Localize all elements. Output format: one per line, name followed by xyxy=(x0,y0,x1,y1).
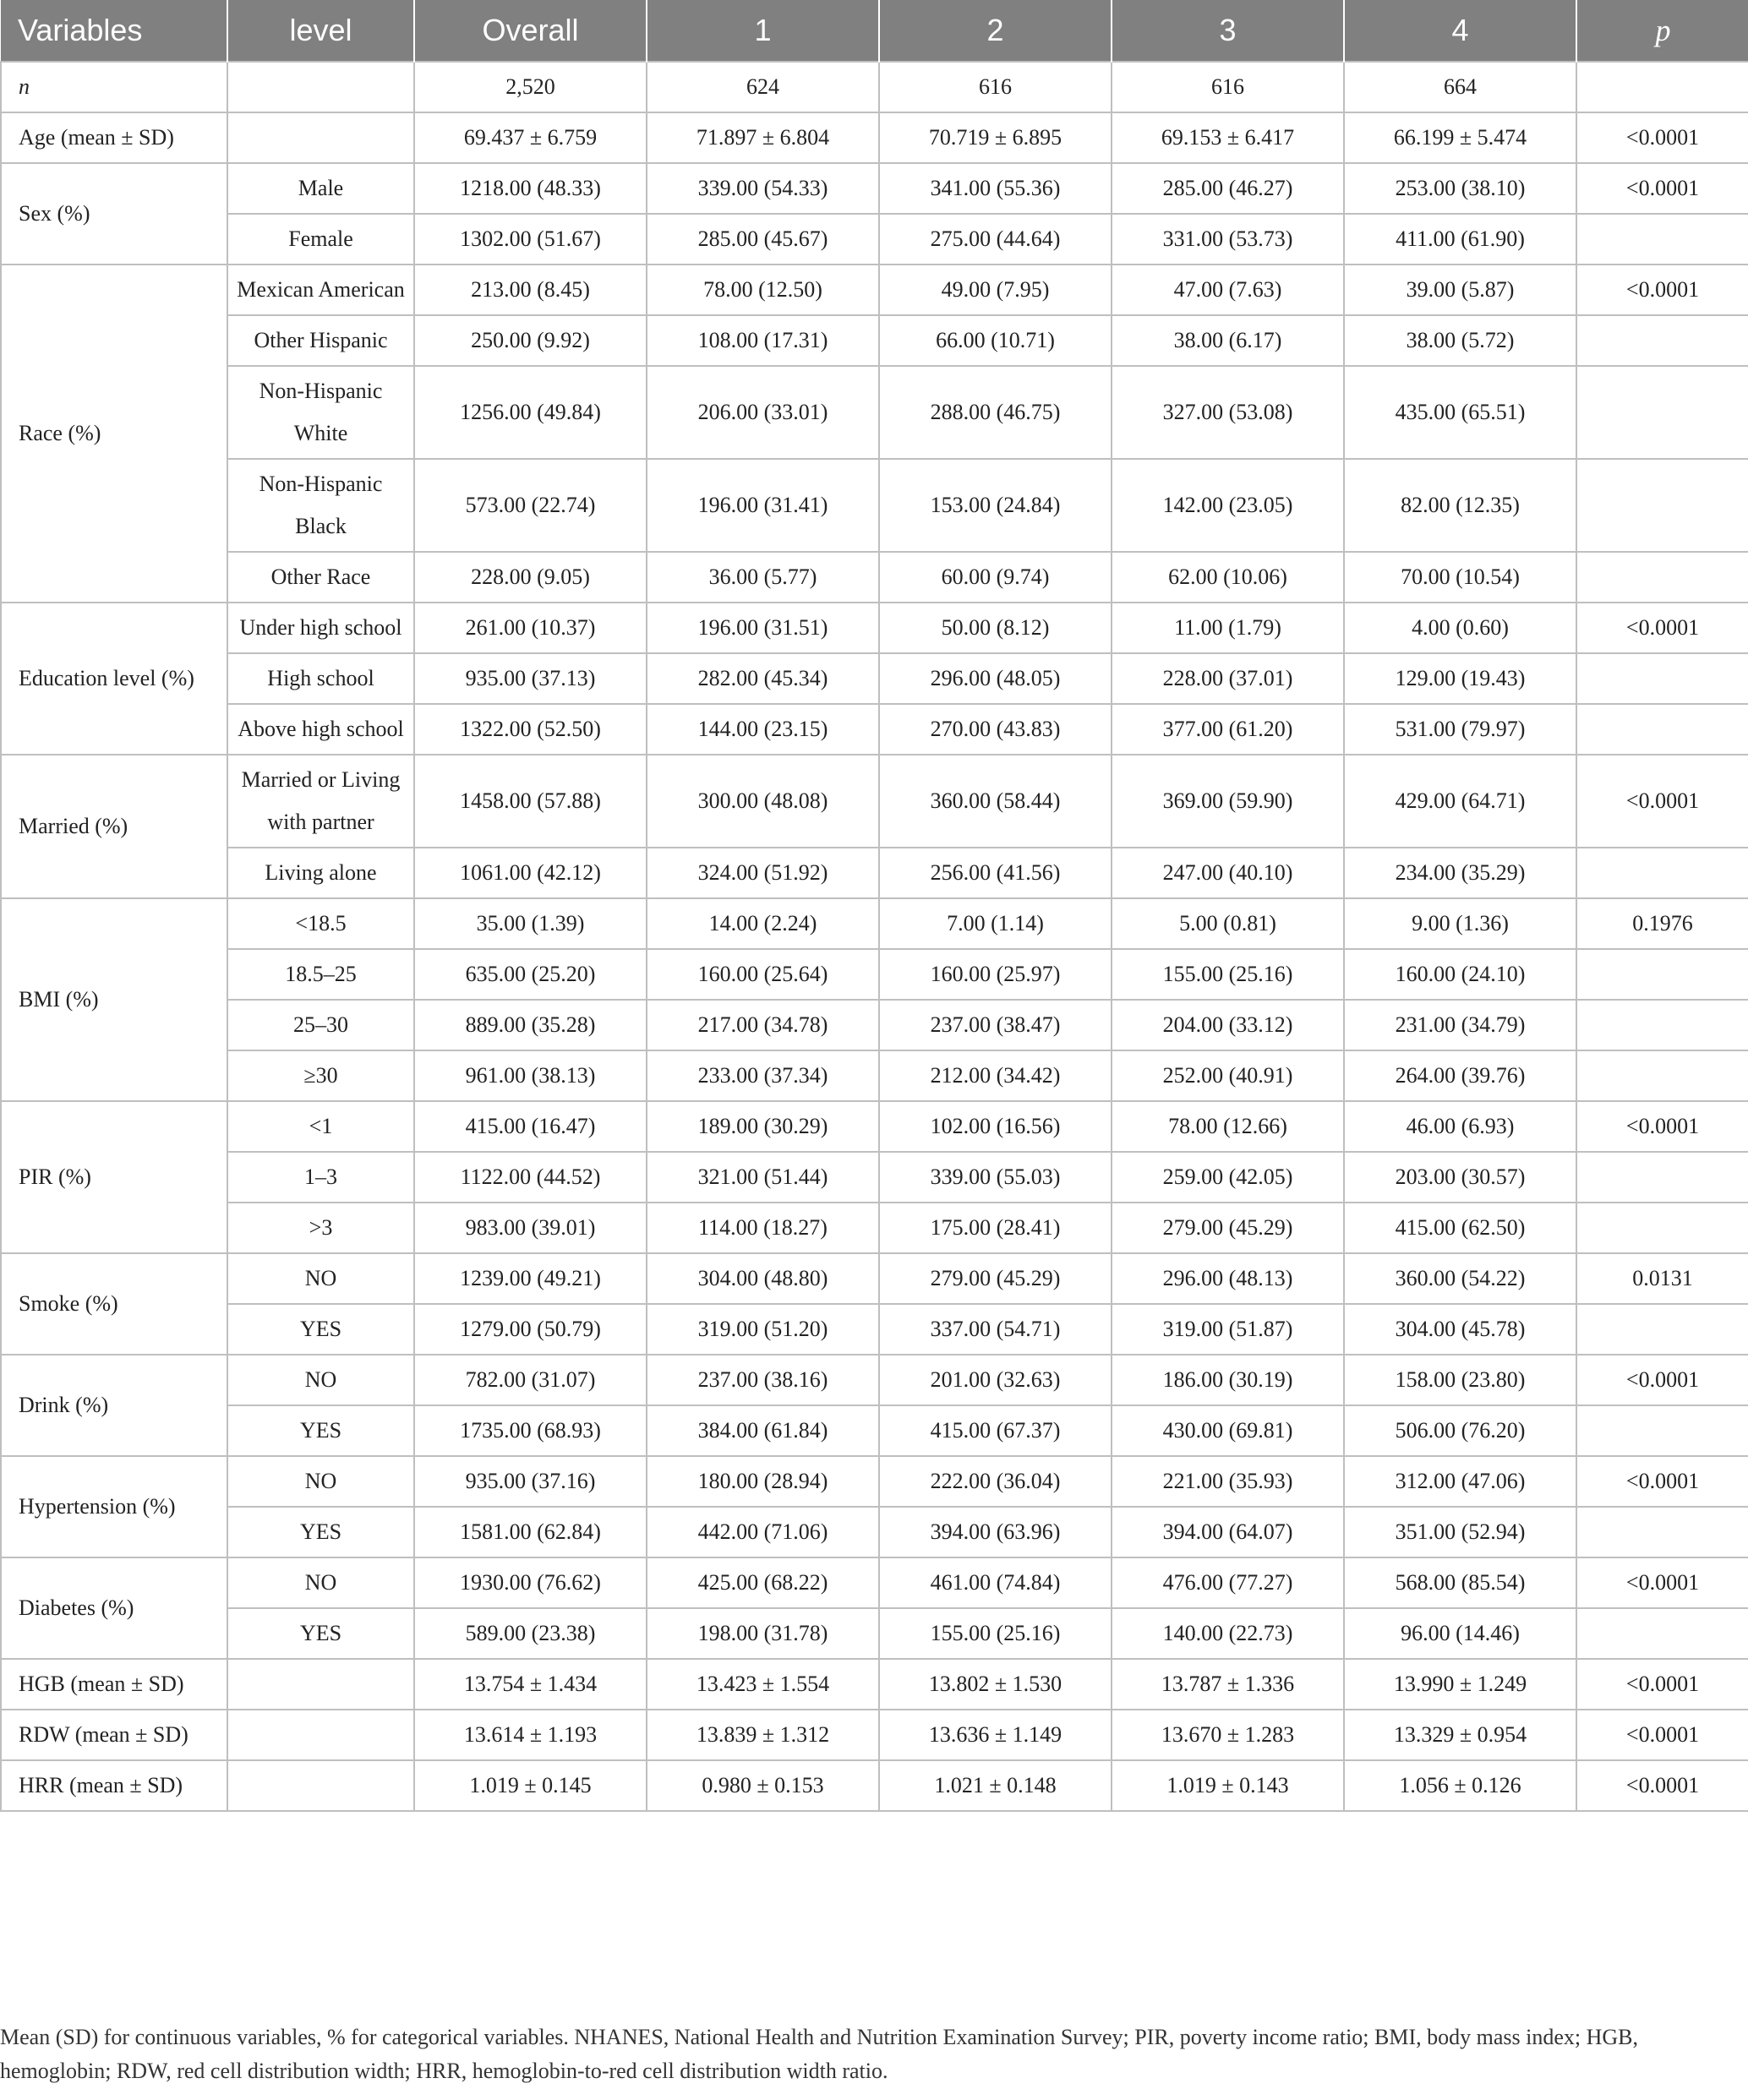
overall-cell: 935.00 (37.13) xyxy=(414,653,647,704)
level-cell: ≥30 xyxy=(227,1050,414,1101)
q3-cell: 140.00 (22.73) xyxy=(1112,1608,1344,1659)
q4-cell: 70.00 (10.54) xyxy=(1344,552,1576,603)
variable-label: Age (mean ± SD) xyxy=(1,112,227,163)
q3-cell: 1.019 ± 0.143 xyxy=(1112,1760,1344,1811)
table-row-education xyxy=(1,653,1748,704)
q2-cell: 60.00 (9.74) xyxy=(879,552,1112,603)
q1-cell: 36.00 (5.77) xyxy=(647,552,879,603)
p-cell xyxy=(1576,62,1748,112)
p-cell: <0.0001 xyxy=(1576,1101,1748,1152)
table-row-rdw xyxy=(1,1710,1748,1760)
q4-cell: 304.00 (45.78) xyxy=(1344,1304,1576,1355)
overall-cell: 69.437 ± 6.759 xyxy=(414,112,647,163)
p-cell xyxy=(1576,366,1748,459)
level-cell: Married or Living with partner xyxy=(227,755,414,848)
q4-cell: 411.00 (61.90) xyxy=(1344,214,1576,265)
table-row-education xyxy=(1,704,1748,755)
variable-label: n xyxy=(1,62,227,112)
q1-cell: 300.00 (48.08) xyxy=(647,755,879,848)
overall-cell: 1322.00 (52.50) xyxy=(414,704,647,755)
q3-cell: 394.00 (64.07) xyxy=(1112,1507,1344,1557)
p-cell: <0.0001 xyxy=(1576,755,1748,848)
q3-cell: 5.00 (0.81) xyxy=(1112,898,1344,949)
table-row-race xyxy=(1,552,1748,603)
q4-cell: 664 xyxy=(1344,62,1576,112)
level-cell: YES xyxy=(227,1507,414,1557)
overall-cell: 1930.00 (76.62) xyxy=(414,1557,647,1608)
q3-cell: 319.00 (51.87) xyxy=(1112,1304,1344,1355)
variable-label: Education level (%) xyxy=(1,603,227,755)
q4-cell: 312.00 (47.06) xyxy=(1344,1456,1576,1507)
p-cell: <0.0001 xyxy=(1576,1659,1748,1710)
q2-cell: 201.00 (32.63) xyxy=(879,1355,1112,1405)
q2-cell: 270.00 (43.83) xyxy=(879,704,1112,755)
header-quartile-4: 4 xyxy=(1344,0,1576,62)
q2-cell: 415.00 (67.37) xyxy=(879,1405,1112,1456)
overall-cell: 782.00 (31.07) xyxy=(414,1355,647,1405)
level-cell: 25–30 xyxy=(227,1000,414,1050)
level-cell: YES xyxy=(227,1405,414,1456)
q3-cell: 252.00 (40.91) xyxy=(1112,1050,1344,1101)
q1-cell: 304.00 (48.80) xyxy=(647,1253,879,1304)
overall-cell: 573.00 (22.74) xyxy=(414,459,647,552)
p-cell: <0.0001 xyxy=(1576,1557,1748,1608)
q3-cell: 13.670 ± 1.283 xyxy=(1112,1710,1344,1760)
q2-cell: 256.00 (41.56) xyxy=(879,848,1112,898)
overall-cell: 250.00 (9.92) xyxy=(414,315,647,366)
overall-cell: 1.019 ± 0.145 xyxy=(414,1760,647,1811)
variable-label: Married (%) xyxy=(1,755,227,898)
q1-cell: 0.980 ± 0.153 xyxy=(647,1760,879,1811)
q2-cell: 13.802 ± 1.530 xyxy=(879,1659,1112,1710)
q2-cell: 339.00 (55.03) xyxy=(879,1152,1112,1203)
q1-cell: 285.00 (45.67) xyxy=(647,214,879,265)
table-row-sex xyxy=(1,163,1748,214)
variable-label: HGB (mean ± SD) xyxy=(1,1659,227,1710)
table-row-sex xyxy=(1,214,1748,265)
overall-cell: 13.754 ± 1.434 xyxy=(414,1659,647,1710)
q2-cell: 13.636 ± 1.149 xyxy=(879,1710,1112,1760)
variable-label: Sex (%) xyxy=(1,163,227,265)
level-cell: <1 xyxy=(227,1101,414,1152)
q1-cell: 384.00 (61.84) xyxy=(647,1405,879,1456)
q4-cell: 13.329 ± 0.954 xyxy=(1344,1710,1576,1760)
table-row-diabetes xyxy=(1,1608,1748,1659)
q1-cell: 71.897 ± 6.804 xyxy=(647,112,879,163)
q2-cell: 341.00 (55.36) xyxy=(879,163,1112,214)
q2-cell: 153.00 (24.84) xyxy=(879,459,1112,552)
q1-cell: 160.00 (25.64) xyxy=(647,949,879,1000)
table-row-drink xyxy=(1,1405,1748,1456)
p-cell: 0.0131 xyxy=(1576,1253,1748,1304)
q1-cell: 237.00 (38.16) xyxy=(647,1355,879,1405)
variable-label: Smoke (%) xyxy=(1,1253,227,1355)
header-overall: Overall xyxy=(414,0,647,62)
q1-cell: 233.00 (37.34) xyxy=(647,1050,879,1101)
q2-cell: 222.00 (36.04) xyxy=(879,1456,1112,1507)
q4-cell: 264.00 (39.76) xyxy=(1344,1050,1576,1101)
level-cell: Living alone xyxy=(227,848,414,898)
q2-cell: 155.00 (25.16) xyxy=(879,1608,1112,1659)
table-row-race xyxy=(1,366,1748,459)
table-row-pir xyxy=(1,1152,1748,1203)
variable-label: Diabetes (%) xyxy=(1,1557,227,1659)
q4-cell: 429.00 (64.71) xyxy=(1344,755,1576,848)
q2-cell: 296.00 (48.05) xyxy=(879,653,1112,704)
q3-cell: 221.00 (35.93) xyxy=(1112,1456,1344,1507)
q4-cell: 38.00 (5.72) xyxy=(1344,315,1576,366)
overall-cell: 1581.00 (62.84) xyxy=(414,1507,647,1557)
p-cell xyxy=(1576,315,1748,366)
q4-cell: 82.00 (12.35) xyxy=(1344,459,1576,552)
q2-cell: 70.719 ± 6.895 xyxy=(879,112,1112,163)
q4-cell: 4.00 (0.60) xyxy=(1344,603,1576,653)
q1-cell: 217.00 (34.78) xyxy=(647,1000,879,1050)
level-cell: Other Hispanic xyxy=(227,315,414,366)
p-cell: <0.0001 xyxy=(1576,1355,1748,1405)
header-quartile-1: 1 xyxy=(647,0,879,62)
q2-cell: 49.00 (7.95) xyxy=(879,265,1112,315)
q2-cell: 237.00 (38.47) xyxy=(879,1000,1112,1050)
q1-cell: 13.839 ± 1.312 xyxy=(647,1710,879,1760)
level-cell: YES xyxy=(227,1304,414,1355)
overall-cell: 983.00 (39.01) xyxy=(414,1203,647,1253)
table-row-married xyxy=(1,755,1748,848)
p-cell: <0.0001 xyxy=(1576,1760,1748,1811)
q1-cell: 324.00 (51.92) xyxy=(647,848,879,898)
q2-cell: 212.00 (34.42) xyxy=(879,1050,1112,1101)
level-cell: Female xyxy=(227,214,414,265)
variable-label: Hypertension (%) xyxy=(1,1456,227,1557)
overall-cell: 1122.00 (44.52) xyxy=(414,1152,647,1203)
p-cell xyxy=(1576,848,1748,898)
q1-cell: 319.00 (51.20) xyxy=(647,1304,879,1355)
table-row-race xyxy=(1,265,1748,315)
level-cell: YES xyxy=(227,1608,414,1659)
header-level: level xyxy=(227,0,414,62)
q2-cell: 288.00 (46.75) xyxy=(879,366,1112,459)
variable-label: Drink (%) xyxy=(1,1355,227,1456)
level-cell: 18.5–25 xyxy=(227,949,414,1000)
q2-cell: 160.00 (25.97) xyxy=(879,949,1112,1000)
p-cell: <0.0001 xyxy=(1576,603,1748,653)
q3-cell: 69.153 ± 6.417 xyxy=(1112,112,1344,163)
q3-cell: 377.00 (61.20) xyxy=(1112,704,1344,755)
q4-cell: 360.00 (54.22) xyxy=(1344,1253,1576,1304)
q4-cell: 39.00 (5.87) xyxy=(1344,265,1576,315)
table-row-age xyxy=(1,112,1748,163)
q3-cell: 155.00 (25.16) xyxy=(1112,949,1344,1000)
level-cell xyxy=(227,1760,414,1811)
level-cell: <18.5 xyxy=(227,898,414,949)
level-cell: Mexican American xyxy=(227,265,414,315)
table-row-bmi xyxy=(1,898,1748,949)
level-cell: NO xyxy=(227,1557,414,1608)
q3-cell: 186.00 (30.19) xyxy=(1112,1355,1344,1405)
table-row-hgb xyxy=(1,1659,1748,1710)
q4-cell: 506.00 (76.20) xyxy=(1344,1405,1576,1456)
table-row-hypertension xyxy=(1,1507,1748,1557)
q1-cell: 339.00 (54.33) xyxy=(647,163,879,214)
table-row-bmi xyxy=(1,1000,1748,1050)
level-cell: Non-Hispanic Black xyxy=(227,459,414,552)
overall-cell: 961.00 (38.13) xyxy=(414,1050,647,1101)
q2-cell: 337.00 (54.71) xyxy=(879,1304,1112,1355)
q4-cell: 46.00 (6.93) xyxy=(1344,1101,1576,1152)
q4-cell: 158.00 (23.80) xyxy=(1344,1355,1576,1405)
q4-cell: 415.00 (62.50) xyxy=(1344,1203,1576,1253)
header-p-value: p xyxy=(1576,0,1748,62)
q3-cell: 38.00 (6.17) xyxy=(1112,315,1344,366)
table-row-diabetes xyxy=(1,1557,1748,1608)
level-cell xyxy=(227,62,414,112)
q1-cell: 144.00 (23.15) xyxy=(647,704,879,755)
q1-cell: 108.00 (17.31) xyxy=(647,315,879,366)
overall-cell: 1256.00 (49.84) xyxy=(414,366,647,459)
level-cell: Under high school xyxy=(227,603,414,653)
p-cell xyxy=(1576,1152,1748,1203)
overall-cell: 635.00 (25.20) xyxy=(414,949,647,1000)
q1-cell: 14.00 (2.24) xyxy=(647,898,879,949)
table-row-smoke xyxy=(1,1304,1748,1355)
p-cell xyxy=(1576,1405,1748,1456)
q1-cell: 624 xyxy=(647,62,879,112)
table-row-pir xyxy=(1,1203,1748,1253)
q4-cell: 351.00 (52.94) xyxy=(1344,1507,1576,1557)
q1-cell: 198.00 (31.78) xyxy=(647,1608,879,1659)
table-row-hypertension xyxy=(1,1456,1748,1507)
q1-cell: 282.00 (45.34) xyxy=(647,653,879,704)
overall-cell: 1302.00 (51.67) xyxy=(414,214,647,265)
overall-cell: 889.00 (35.28) xyxy=(414,1000,647,1050)
q4-cell: 66.199 ± 5.474 xyxy=(1344,112,1576,163)
table-row-hrr xyxy=(1,1760,1748,1811)
p-cell xyxy=(1576,1000,1748,1050)
q2-cell: 7.00 (1.14) xyxy=(879,898,1112,949)
q3-cell: 142.00 (23.05) xyxy=(1112,459,1344,552)
level-cell: Non-Hispanic White xyxy=(227,366,414,459)
overall-cell: 2,520 xyxy=(414,62,647,112)
q2-cell: 279.00 (45.29) xyxy=(879,1253,1112,1304)
p-cell xyxy=(1576,1304,1748,1355)
q1-cell: 196.00 (31.51) xyxy=(647,603,879,653)
overall-cell: 228.00 (9.05) xyxy=(414,552,647,603)
q4-cell: 231.00 (34.79) xyxy=(1344,1000,1576,1050)
q2-cell: 616 xyxy=(879,62,1112,112)
q3-cell: 11.00 (1.79) xyxy=(1112,603,1344,653)
q4-cell: 160.00 (24.10) xyxy=(1344,949,1576,1000)
overall-cell: 261.00 (10.37) xyxy=(414,603,647,653)
overall-cell: 1458.00 (57.88) xyxy=(414,755,647,848)
q3-cell: 228.00 (37.01) xyxy=(1112,653,1344,704)
q1-cell: 425.00 (68.22) xyxy=(647,1557,879,1608)
q2-cell: 1.021 ± 0.148 xyxy=(879,1760,1112,1811)
level-cell: >3 xyxy=(227,1203,414,1253)
p-cell xyxy=(1576,1507,1748,1557)
q4-cell: 129.00 (19.43) xyxy=(1344,653,1576,704)
q4-cell: 96.00 (14.46) xyxy=(1344,1608,1576,1659)
level-cell: Other Race xyxy=(227,552,414,603)
q1-cell: 78.00 (12.50) xyxy=(647,265,879,315)
q4-cell: 531.00 (79.97) xyxy=(1344,704,1576,755)
q4-cell: 13.990 ± 1.249 xyxy=(1344,1659,1576,1710)
p-cell xyxy=(1576,1608,1748,1659)
p-cell: <0.0001 xyxy=(1576,112,1748,163)
level-cell xyxy=(227,112,414,163)
q2-cell: 175.00 (28.41) xyxy=(879,1203,1112,1253)
level-cell: NO xyxy=(227,1253,414,1304)
q2-cell: 102.00 (16.56) xyxy=(879,1101,1112,1152)
overall-cell: 415.00 (16.47) xyxy=(414,1101,647,1152)
overall-cell: 1735.00 (68.93) xyxy=(414,1405,647,1456)
variable-label: PIR (%) xyxy=(1,1101,227,1253)
overall-cell: 35.00 (1.39) xyxy=(414,898,647,949)
q3-cell: 476.00 (77.27) xyxy=(1112,1557,1344,1608)
q2-cell: 394.00 (63.96) xyxy=(879,1507,1112,1557)
q3-cell: 616 xyxy=(1112,62,1344,112)
q2-cell: 360.00 (58.44) xyxy=(879,755,1112,848)
q1-cell: 114.00 (18.27) xyxy=(647,1203,879,1253)
header-quartile-2: 2 xyxy=(879,0,1112,62)
overall-cell: 1218.00 (48.33) xyxy=(414,163,647,214)
q3-cell: 331.00 (53.73) xyxy=(1112,214,1344,265)
q4-cell: 234.00 (35.29) xyxy=(1344,848,1576,898)
p-cell: <0.0001 xyxy=(1576,265,1748,315)
overall-cell: 213.00 (8.45) xyxy=(414,265,647,315)
p-cell xyxy=(1576,949,1748,1000)
q3-cell: 259.00 (42.05) xyxy=(1112,1152,1344,1203)
q1-cell: 196.00 (31.41) xyxy=(647,459,879,552)
level-cell: 1–3 xyxy=(227,1152,414,1203)
q1-cell: 321.00 (51.44) xyxy=(647,1152,879,1203)
q4-cell: 9.00 (1.36) xyxy=(1344,898,1576,949)
level-cell xyxy=(227,1710,414,1760)
variable-label: HRR (mean ± SD) xyxy=(1,1760,227,1811)
header-variables: Variables xyxy=(1,0,227,62)
q4-cell: 253.00 (38.10) xyxy=(1344,163,1576,214)
overall-cell: 1239.00 (49.21) xyxy=(414,1253,647,1304)
q2-cell: 66.00 (10.71) xyxy=(879,315,1112,366)
q1-cell: 13.423 ± 1.554 xyxy=(647,1659,879,1710)
table-row-pir xyxy=(1,1101,1748,1152)
table-row-race xyxy=(1,459,1748,552)
p-cell xyxy=(1576,459,1748,552)
q2-cell: 50.00 (8.12) xyxy=(879,603,1112,653)
p-cell xyxy=(1576,552,1748,603)
q1-cell: 442.00 (71.06) xyxy=(647,1507,879,1557)
table-footnote: Mean (SD) for continuous variables, % for categorical variables. NHANES, National Health and Nutrition Examination Survey; PIR, poverty income ratio; BMI, body mass index; HGB, hemoglobin; RDW, red cell distribution width; HRR, hemoglobin-to-red cell distribution width ratio. xyxy=(0,2025,1639,2083)
q3-cell: 369.00 (59.90) xyxy=(1112,755,1344,848)
table-row-n xyxy=(1,62,1748,112)
q1-cell: 206.00 (33.01) xyxy=(647,366,879,459)
q3-cell: 204.00 (33.12) xyxy=(1112,1000,1344,1050)
q3-cell: 430.00 (69.81) xyxy=(1112,1405,1344,1456)
q4-cell: 435.00 (65.51) xyxy=(1344,366,1576,459)
q1-cell: 180.00 (28.94) xyxy=(647,1456,879,1507)
p-cell xyxy=(1576,1050,1748,1101)
q3-cell: 13.787 ± 1.336 xyxy=(1112,1659,1344,1710)
level-cell: High school xyxy=(227,653,414,704)
q2-cell: 275.00 (44.64) xyxy=(879,214,1112,265)
overall-cell: 1061.00 (42.12) xyxy=(414,848,647,898)
overall-cell: 13.614 ± 1.193 xyxy=(414,1710,647,1760)
p-cell xyxy=(1576,704,1748,755)
p-cell xyxy=(1576,214,1748,265)
q2-cell: 461.00 (74.84) xyxy=(879,1557,1112,1608)
q4-cell: 1.056 ± 0.126 xyxy=(1344,1760,1576,1811)
table-row-education xyxy=(1,603,1748,653)
q3-cell: 62.00 (10.06) xyxy=(1112,552,1344,603)
q3-cell: 296.00 (48.13) xyxy=(1112,1253,1344,1304)
p-cell: 0.1976 xyxy=(1576,898,1748,949)
table-row-race xyxy=(1,315,1748,366)
level-cell: NO xyxy=(227,1456,414,1507)
q3-cell: 279.00 (45.29) xyxy=(1112,1203,1344,1253)
p-cell xyxy=(1576,653,1748,704)
q3-cell: 47.00 (7.63) xyxy=(1112,265,1344,315)
header-row xyxy=(1,0,1748,62)
header-quartile-3: 3 xyxy=(1112,0,1344,62)
p-cell: <0.0001 xyxy=(1576,163,1748,214)
q3-cell: 78.00 (12.66) xyxy=(1112,1101,1344,1152)
level-cell: NO xyxy=(227,1355,414,1405)
p-cell: <0.0001 xyxy=(1576,1710,1748,1760)
variable-label: RDW (mean ± SD) xyxy=(1,1710,227,1760)
p-cell: <0.0001 xyxy=(1576,1456,1748,1507)
table-row-smoke xyxy=(1,1253,1748,1304)
p-cell xyxy=(1576,1203,1748,1253)
overall-cell: 935.00 (37.16) xyxy=(414,1456,647,1507)
level-cell xyxy=(227,1659,414,1710)
table-row-married xyxy=(1,848,1748,898)
level-cell: Above high school xyxy=(227,704,414,755)
q3-cell: 285.00 (46.27) xyxy=(1112,163,1344,214)
q3-cell: 327.00 (53.08) xyxy=(1112,366,1344,459)
variable-label: BMI (%) xyxy=(1,898,227,1101)
variable-label: Race (%) xyxy=(1,265,227,603)
q4-cell: 568.00 (85.54) xyxy=(1344,1557,1576,1608)
q1-cell: 189.00 (30.29) xyxy=(647,1101,879,1152)
q3-cell: 247.00 (40.10) xyxy=(1112,848,1344,898)
overall-cell: 589.00 (23.38) xyxy=(414,1608,647,1659)
table-row-bmi xyxy=(1,949,1748,1000)
overall-cell: 1279.00 (50.79) xyxy=(414,1304,647,1355)
q4-cell: 203.00 (30.57) xyxy=(1344,1152,1576,1203)
table-row-drink xyxy=(1,1355,1748,1405)
level-cell: Male xyxy=(227,163,414,214)
table-row-bmi xyxy=(1,1050,1748,1101)
